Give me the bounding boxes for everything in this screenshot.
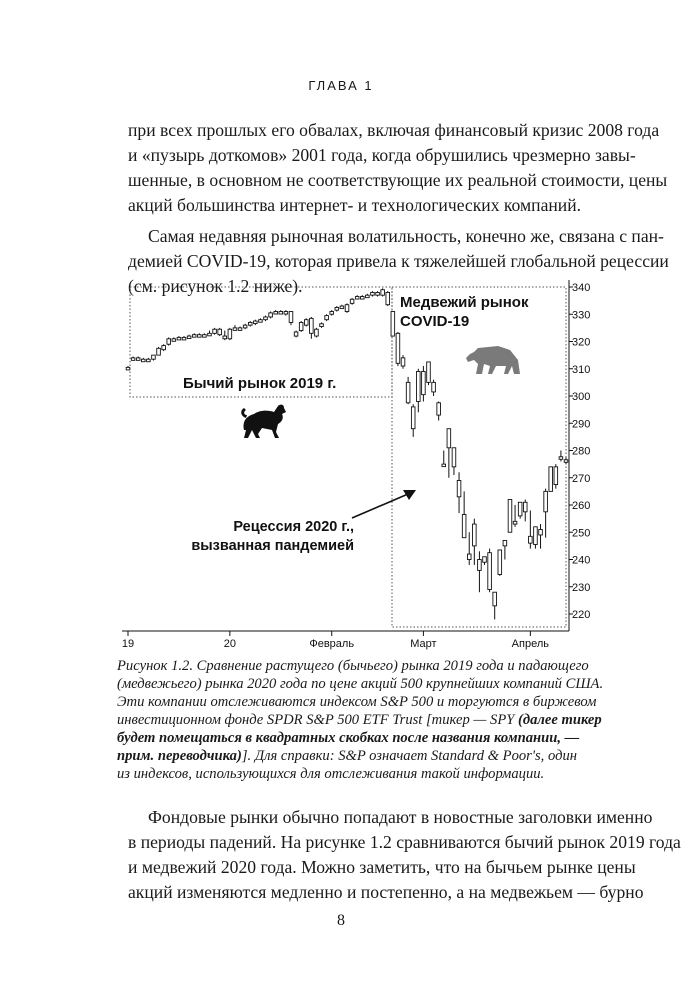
candle bbox=[330, 310, 334, 315]
candle bbox=[345, 303, 349, 313]
candle-body bbox=[152, 355, 156, 359]
body-line: демией COVID-19, которая привела к тяжелейшей глобальной рецессии bbox=[128, 251, 669, 271]
candle-body bbox=[559, 457, 563, 460]
candle-body bbox=[355, 297, 359, 300]
candle bbox=[483, 557, 487, 565]
candle bbox=[192, 333, 196, 337]
candle bbox=[284, 310, 288, 315]
candle bbox=[518, 502, 522, 518]
candle bbox=[442, 451, 446, 467]
candle-body bbox=[422, 371, 426, 394]
candle-body bbox=[259, 320, 263, 323]
candle-body bbox=[549, 467, 553, 492]
bear-market-label-line1: Медвежий рынок bbox=[400, 294, 529, 311]
candle bbox=[162, 344, 166, 351]
candle bbox=[233, 325, 237, 330]
bull-market-label: Бычий рынок 2019 г. bbox=[183, 375, 337, 392]
candle bbox=[213, 328, 217, 335]
candle bbox=[386, 291, 390, 306]
candle-body bbox=[457, 480, 461, 496]
candle-body bbox=[248, 322, 252, 325]
y-tick-label: 240 bbox=[572, 554, 591, 567]
candle-body bbox=[534, 527, 538, 545]
candle-body bbox=[381, 290, 385, 295]
candle-body bbox=[376, 292, 380, 295]
body-line: Фондовые рынки обычно попадают в новостные заголовки именно bbox=[148, 807, 653, 827]
candle-body bbox=[498, 550, 502, 575]
candle-body bbox=[396, 333, 400, 363]
candle-body bbox=[289, 312, 293, 323]
figure-caption-line: из индексов, использующихся для отслеживания такой информации. bbox=[117, 766, 545, 782]
candle-body bbox=[167, 339, 171, 344]
candle bbox=[478, 551, 482, 592]
candle bbox=[208, 331, 212, 336]
candle-body bbox=[437, 403, 441, 415]
body-line: и «пузырь доткомов» 2001 года, когда обрушились чрезмерно завы- bbox=[128, 145, 636, 165]
candle-body bbox=[325, 316, 329, 320]
candle-body bbox=[310, 318, 314, 333]
body-line: шенные, в основном не соответствующие их реальной стоимости, цены bbox=[128, 170, 668, 190]
candle bbox=[432, 380, 436, 396]
candle-body bbox=[238, 328, 242, 331]
candle-body bbox=[432, 382, 436, 392]
candle bbox=[396, 332, 400, 366]
candle bbox=[544, 489, 548, 538]
figure-caption-line: Рисунок 1.2. Сравнение растущего (бычьего) рынка 2019 года и падающего bbox=[117, 658, 589, 674]
candle bbox=[427, 362, 431, 385]
candle bbox=[406, 377, 410, 404]
body-line: Самая недавняя рыночная волатильность, конечно же, связана с пан- bbox=[148, 226, 664, 246]
candle bbox=[564, 457, 568, 464]
candle bbox=[310, 317, 314, 339]
body-line: акций изменяются медленно и постепенно, а на медвежьем — бурно bbox=[128, 882, 644, 902]
candle bbox=[559, 451, 563, 462]
candle bbox=[508, 500, 512, 533]
y-tick-label: 220 bbox=[572, 609, 591, 621]
figure-caption-line bbox=[117, 711, 602, 729]
candle-body bbox=[218, 329, 222, 334]
candle-body bbox=[274, 312, 278, 315]
candle-body bbox=[254, 321, 258, 324]
x-tick-label: 19 bbox=[121, 638, 135, 650]
candle bbox=[304, 318, 308, 326]
candle-body bbox=[162, 346, 166, 350]
candle-body bbox=[488, 553, 492, 590]
recession-arrow bbox=[352, 490, 416, 518]
candle bbox=[131, 356, 135, 360]
candle bbox=[223, 331, 227, 341]
recession-label-line2: вызванная пандемией bbox=[191, 538, 354, 554]
candle-body bbox=[503, 540, 507, 545]
candle bbox=[172, 337, 176, 341]
candle-body bbox=[279, 312, 283, 315]
candle bbox=[279, 310, 283, 314]
candle bbox=[299, 321, 303, 332]
candle bbox=[157, 347, 161, 355]
candle bbox=[126, 366, 130, 370]
body-line: при всех прошлых его обвалах, включая финансовый кризис 2008 года bbox=[128, 120, 660, 140]
candle bbox=[355, 295, 359, 299]
candle-body bbox=[513, 521, 517, 524]
candle-body bbox=[233, 328, 237, 331]
candle bbox=[498, 550, 502, 576]
candle bbox=[136, 356, 140, 360]
running-header: ГЛАВА 1 bbox=[308, 78, 374, 93]
bull-icon bbox=[241, 405, 286, 438]
y-tick-label: 270 bbox=[572, 472, 591, 485]
candle bbox=[360, 295, 364, 299]
candle bbox=[187, 335, 191, 339]
candle bbox=[376, 291, 380, 296]
candle-body bbox=[269, 313, 273, 317]
candle bbox=[203, 333, 207, 337]
candle-body bbox=[187, 336, 191, 339]
figure-caption-line: Эти компании отслеживаются индексом S&P 500 и торгуются в биржевом bbox=[117, 694, 597, 710]
page-number: 8 bbox=[337, 912, 345, 929]
candle-body bbox=[320, 324, 324, 327]
candle bbox=[243, 324, 247, 329]
candle-body bbox=[299, 322, 303, 330]
candle-body bbox=[417, 371, 421, 401]
bear-icon bbox=[466, 346, 520, 374]
y-tick-label: 260 bbox=[572, 500, 591, 512]
candle bbox=[513, 505, 517, 527]
candle-body bbox=[304, 320, 308, 325]
candle-body bbox=[508, 500, 512, 533]
candle-body bbox=[462, 515, 466, 538]
y-tick-label: 290 bbox=[572, 418, 591, 431]
candle-body bbox=[366, 295, 370, 298]
candle bbox=[340, 305, 344, 309]
candle-body bbox=[203, 335, 207, 338]
caption-text: инвестиционном фонде SPDR S&P 500 ETF Trust [тикер — SPY bbox=[117, 712, 515, 728]
candle bbox=[457, 472, 461, 513]
candle bbox=[274, 310, 278, 314]
candle-body bbox=[371, 292, 375, 295]
candle bbox=[417, 369, 421, 413]
candle bbox=[228, 328, 232, 340]
caption-translator-note: (далее тикер bbox=[518, 712, 602, 728]
candle bbox=[264, 316, 268, 321]
candle-body bbox=[223, 336, 227, 339]
candle bbox=[452, 448, 456, 475]
candle-body bbox=[350, 299, 354, 303]
candle bbox=[259, 318, 263, 322]
body-line: в периоды падений. На рисунке 1.2 сравниваются бычий рынок 2019 года bbox=[128, 832, 681, 852]
candle-body bbox=[406, 382, 410, 402]
candle bbox=[371, 291, 375, 296]
body-line: (см. рисунок 1.2 ниже). bbox=[128, 276, 303, 296]
body-line: акций большинства интернет- и технологических компаний. bbox=[128, 195, 582, 215]
candle-body bbox=[442, 464, 446, 467]
candle-body bbox=[483, 557, 487, 562]
candle-body bbox=[360, 297, 364, 300]
candle-body bbox=[539, 530, 543, 535]
candle-body bbox=[198, 335, 202, 338]
candle bbox=[325, 314, 329, 321]
candle-body bbox=[386, 292, 390, 304]
candle-body bbox=[523, 502, 527, 512]
recession-label-line1: Рецессия 2020 г., bbox=[233, 519, 354, 535]
candle bbox=[437, 401, 441, 420]
candle-body bbox=[136, 358, 140, 361]
candle-body bbox=[147, 359, 151, 362]
candle bbox=[248, 321, 252, 326]
candle-body bbox=[427, 362, 431, 382]
candle bbox=[473, 519, 477, 565]
candle bbox=[401, 355, 405, 369]
candle-body bbox=[391, 312, 395, 337]
candle bbox=[539, 524, 543, 549]
candle bbox=[350, 298, 354, 305]
candle bbox=[289, 312, 293, 326]
candle-body bbox=[177, 337, 181, 340]
candle-body bbox=[330, 312, 334, 315]
x-tick-label: 20 bbox=[223, 638, 236, 650]
candle-body bbox=[554, 467, 558, 485]
candle bbox=[391, 312, 395, 337]
candle bbox=[177, 336, 181, 340]
candle bbox=[320, 322, 324, 327]
candle bbox=[467, 532, 471, 565]
body-line: и медвежий 2020 года. Можно заметить, что на бычьем рынке цены bbox=[128, 857, 636, 877]
y-tick-label: 250 bbox=[572, 527, 591, 540]
candle-body bbox=[126, 367, 130, 370]
candle bbox=[549, 467, 553, 492]
candle bbox=[523, 500, 527, 522]
candle-body bbox=[473, 524, 477, 546]
candle bbox=[294, 331, 298, 338]
y-tick-label: 330 bbox=[572, 309, 591, 322]
candle bbox=[254, 320, 258, 325]
candle-body bbox=[401, 358, 405, 366]
candle-body bbox=[478, 560, 482, 571]
bear-market-label-line2: COVID-19 bbox=[400, 313, 470, 330]
candle-body bbox=[172, 339, 176, 342]
candle-body bbox=[467, 554, 471, 559]
candle bbox=[503, 540, 507, 559]
y-tick-label: 320 bbox=[572, 336, 591, 349]
candle-body bbox=[284, 312, 288, 315]
y-tick-label: 310 bbox=[572, 363, 591, 376]
candle-body bbox=[294, 332, 298, 336]
candle-body bbox=[493, 592, 497, 606]
candle bbox=[462, 491, 466, 537]
caption-translator-note: прим. переводчика) bbox=[117, 748, 242, 764]
candle-body bbox=[213, 329, 217, 333]
candle bbox=[238, 327, 242, 331]
candle-body bbox=[315, 329, 319, 336]
candle bbox=[554, 464, 558, 489]
y-tick-label: 230 bbox=[572, 581, 591, 594]
candle bbox=[335, 306, 339, 311]
candle bbox=[147, 358, 151, 362]
candle bbox=[411, 404, 415, 437]
candle-body bbox=[243, 325, 247, 328]
candle-body bbox=[264, 317, 268, 320]
candle-body bbox=[335, 307, 339, 310]
x-tick-label: Март bbox=[410, 638, 437, 650]
candle-body bbox=[447, 429, 451, 448]
candle bbox=[315, 328, 319, 338]
candle bbox=[493, 592, 497, 619]
candle-body bbox=[452, 448, 456, 467]
candle bbox=[141, 358, 145, 362]
candle-body bbox=[564, 460, 568, 463]
candle-body bbox=[411, 407, 415, 429]
candle bbox=[366, 294, 370, 298]
candle-body bbox=[157, 348, 161, 355]
x-tick-label: Февраль bbox=[309, 638, 355, 650]
candle bbox=[152, 355, 156, 360]
candle-body bbox=[518, 502, 522, 516]
candle-body bbox=[131, 358, 135, 361]
candle-body bbox=[345, 305, 349, 312]
candle-body bbox=[529, 536, 533, 543]
candle-body bbox=[192, 335, 196, 338]
candle bbox=[182, 336, 186, 340]
candle bbox=[167, 337, 171, 345]
y-tick-label: 340 bbox=[572, 282, 591, 294]
candle bbox=[218, 328, 222, 336]
candle bbox=[529, 510, 533, 548]
candle bbox=[198, 333, 202, 337]
candle-body bbox=[182, 337, 186, 340]
candle bbox=[447, 429, 451, 478]
candle bbox=[381, 288, 385, 296]
figure-caption-line: будет помещаться в квадратных скобках после названия компании, — bbox=[117, 730, 580, 746]
figure-caption-line: (медвежьего) рынка 2020 года по цене акций 500 крупнейших компаний США. bbox=[117, 676, 604, 692]
y-tick-label: 280 bbox=[572, 445, 591, 458]
candle bbox=[422, 366, 426, 401]
candle-body bbox=[228, 329, 232, 339]
y-tick-label: 300 bbox=[572, 391, 591, 403]
candle-body bbox=[208, 333, 212, 336]
candle bbox=[534, 527, 538, 549]
caption-text: ]. Для справки: S&P означает Standard & Poor's, один bbox=[241, 748, 577, 764]
candle-body bbox=[340, 306, 344, 309]
candle-body bbox=[544, 491, 548, 511]
candle bbox=[269, 312, 273, 319]
figure-caption-line bbox=[117, 747, 577, 765]
candle-body bbox=[141, 359, 145, 362]
candle bbox=[488, 549, 492, 593]
x-tick-label: Апрель bbox=[511, 638, 550, 650]
